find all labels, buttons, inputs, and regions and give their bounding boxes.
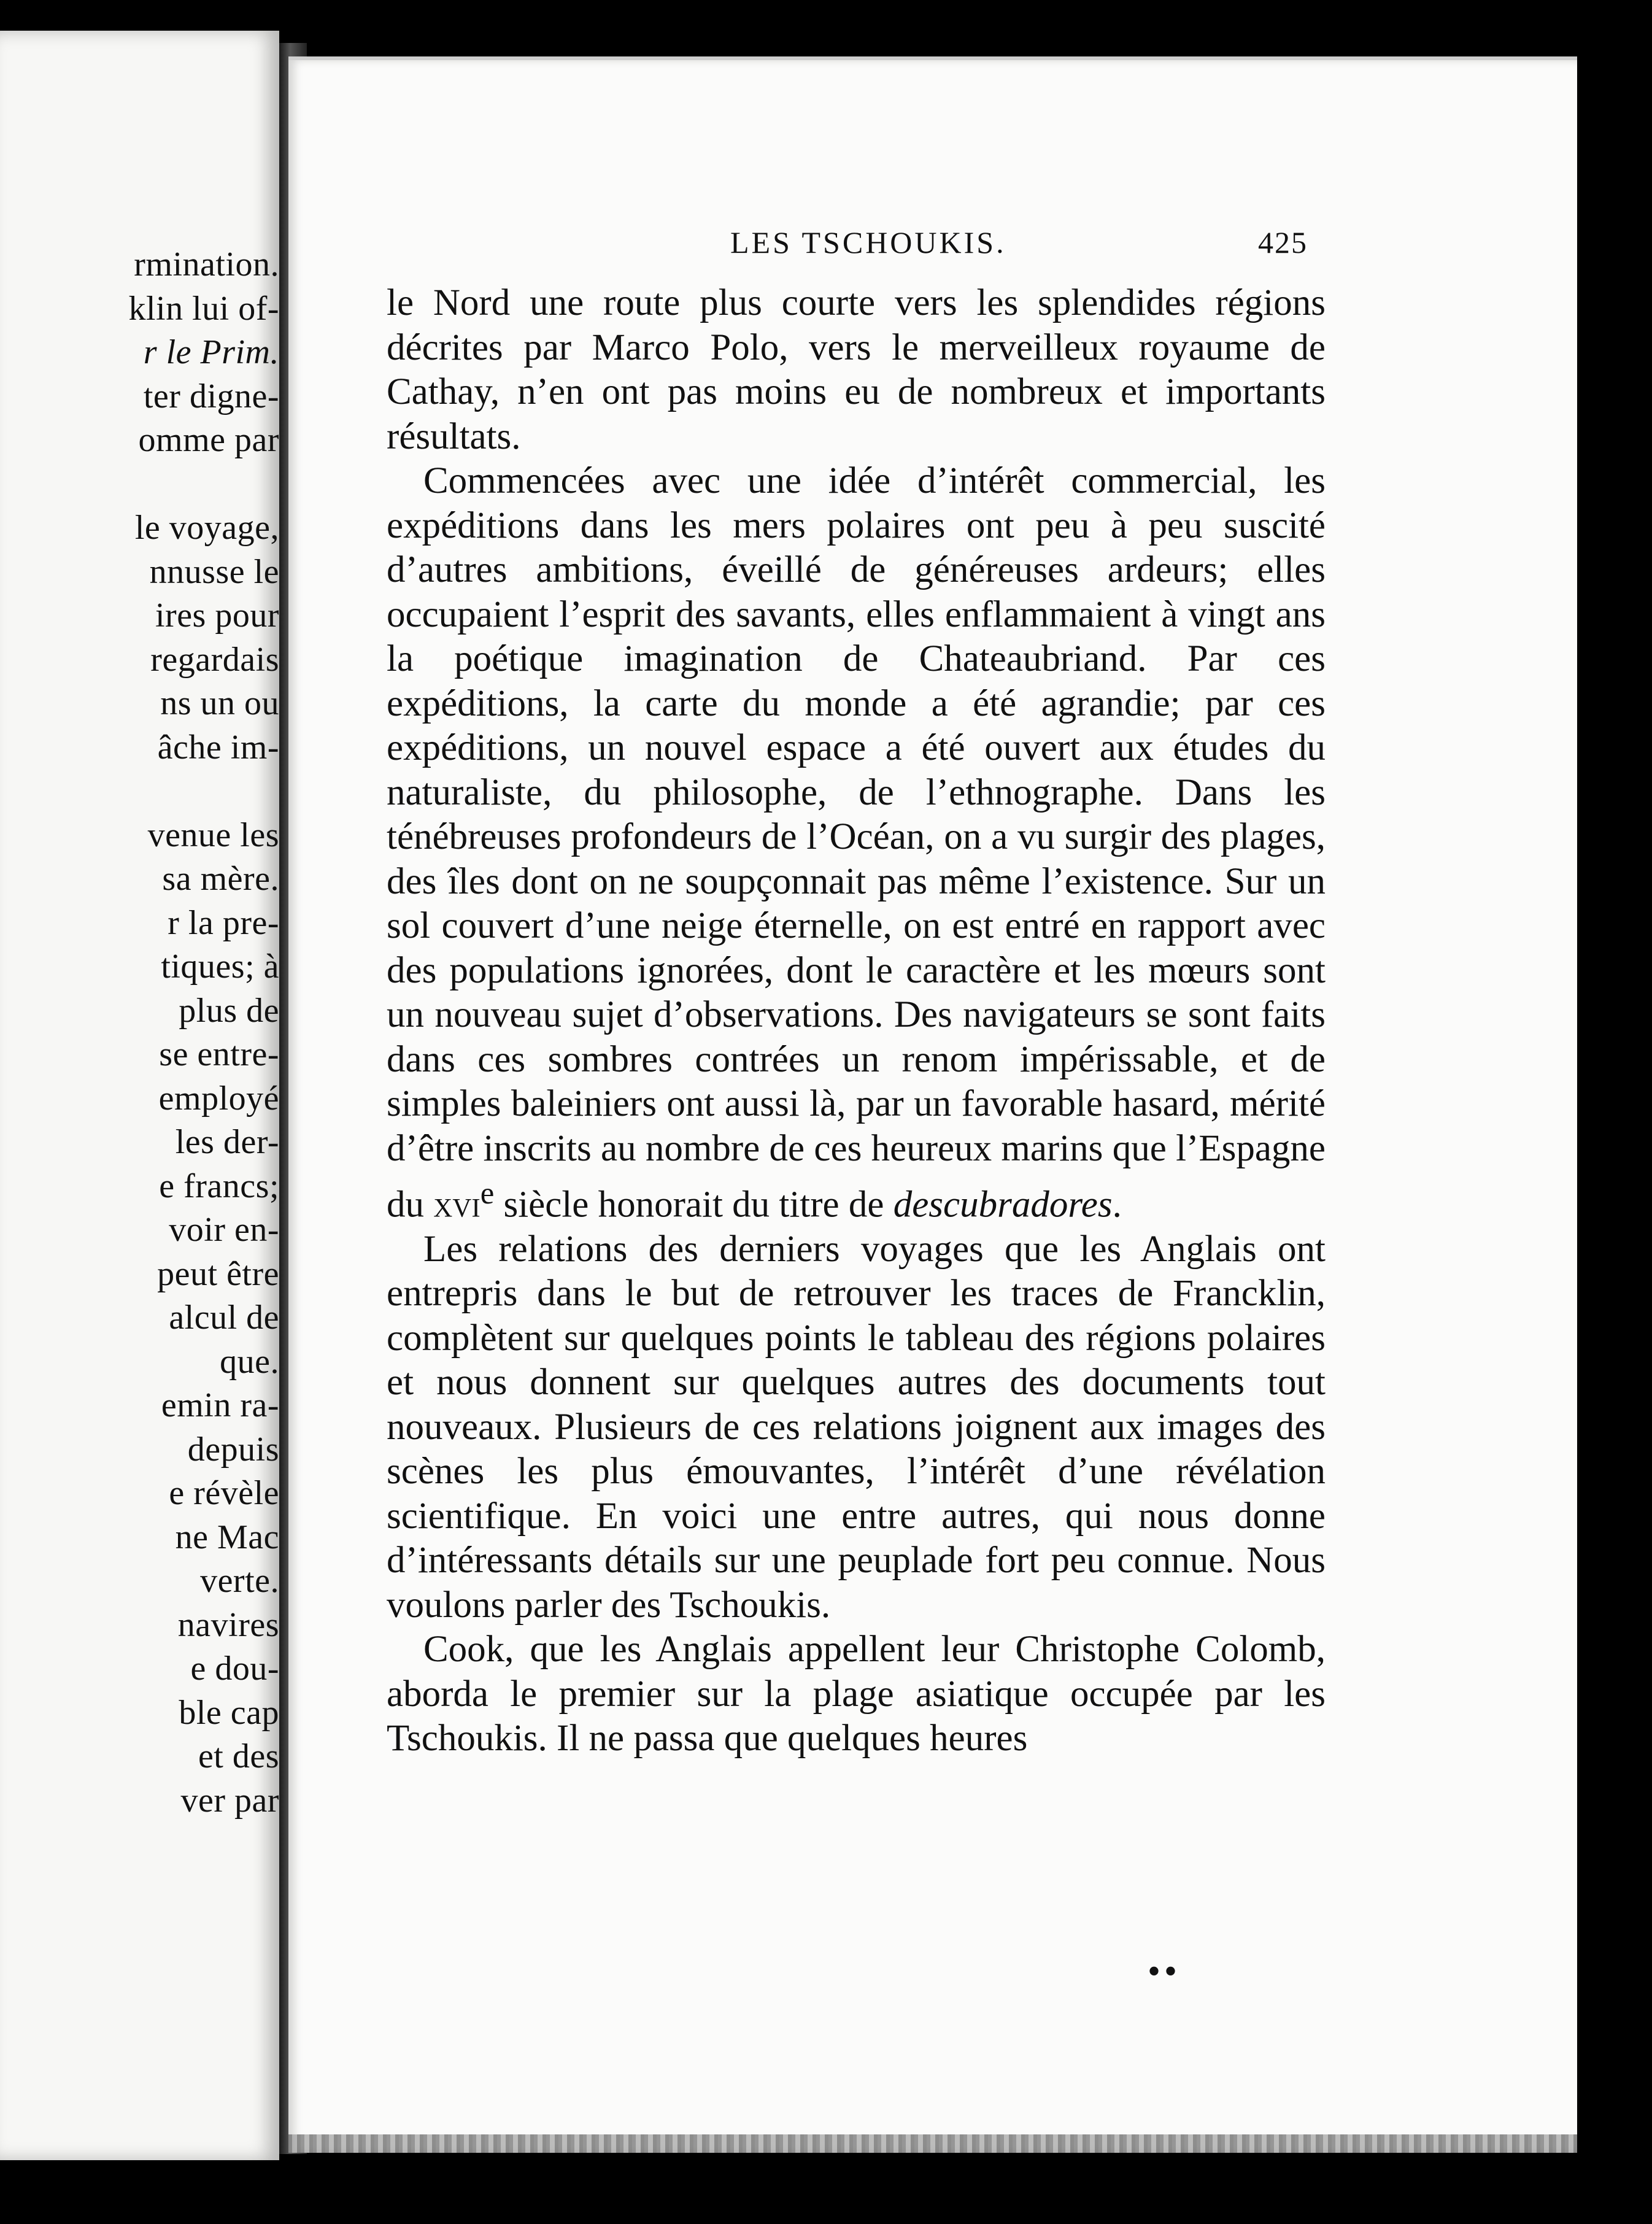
left-page-line: que. <box>220 1342 279 1381</box>
left-page-line: omme par <box>138 421 279 459</box>
left-page-line: regardais <box>150 640 279 679</box>
left-page-line: e francs; <box>159 1167 279 1205</box>
paragraph-2-end: siècle honorait du titre de <box>494 1184 894 1226</box>
paragraph-2-text: Commencées avec une idée d’intérêt commercial, les expéditions dans les mers polaires ont peu à peu suscité d’autres ambitions, éveillé de généreuses ardeurs; elles occupaient l’esprit des savants, elles enflammaient à vingt ans la poétique imagination de Chateaubriand. Par ces expéditions, la carte du monde a été agrandie; par ces expéditions, un nouvel espace a été ouvert aux études du naturaliste, du philosophe, de l’ethnographe. Dans les ténébreuses profondeurs de l’Océan, on a vu surgir des plages, des îles dont on ne soupçonnait pas même l’existence. Sur un sol couvert d’une neige éternelle, on est entré en rapport avec des populations ignorées, dont le caractère et les mœurs sont un nouveau sujet d’observations. Des navigateurs se sont faits dans ces sombres contrées un renom impérissable, et de simples baleiniers ont aussi là, par un favorable hasard, mérité d’être inscrits au nombre de ces heureux marins que l’Espagne du <box>387 460 1326 1226</box>
right-page <box>288 56 1577 2153</box>
century-superscript: e <box>480 1176 495 1210</box>
left-page-line: les der- <box>175 1123 279 1161</box>
left-page-line: venue les <box>147 816 279 854</box>
left-page-line: et des <box>198 1737 279 1775</box>
running-head <box>288 225 1577 274</box>
left-page-line: ne Mac <box>175 1518 279 1556</box>
left-page-line: sa mère. <box>162 860 279 898</box>
left-page-line: klin lui of- <box>128 289 279 328</box>
page-number: 425 <box>1258 225 1308 260</box>
paragraph-2-period: . <box>1112 1184 1122 1226</box>
left-page-line: âche im- <box>157 728 279 766</box>
left-page-line: ble cap <box>179 1693 279 1732</box>
left-page-line: nnusse le <box>149 552 279 591</box>
italic-term: descubradores <box>893 1184 1113 1226</box>
left-page-line: rmination. <box>134 245 279 284</box>
left-page-line: r le Prim. <box>143 333 279 371</box>
left-page-line: se entre- <box>159 1035 279 1073</box>
left-page-fragment <box>0 31 279 2160</box>
left-page-line: voir en- <box>169 1211 279 1249</box>
left-page-line: verte. <box>200 1562 279 1600</box>
century-numeral: xvi <box>433 1184 481 1226</box>
left-page-line: ter digne- <box>143 377 279 415</box>
left-page-line: ns un ou <box>160 684 279 722</box>
left-page-line: e révèle <box>169 1474 279 1512</box>
left-page-line: ver par <box>180 1781 279 1820</box>
signature-mark: •• <box>1148 1951 1181 1991</box>
left-page-line: emin ra- <box>161 1386 279 1424</box>
left-page-line: le voyage, <box>134 509 279 547</box>
paragraph-1: le Nord une route plus courte vers les splendides régions décrites par Marco Polo, vers le merveilleux royaume de Cathay, n’en ont pas moins eu de nombreux et importants résultats. <box>387 282 1326 457</box>
left-page-line: navires <box>177 1605 279 1644</box>
left-page-line: e dou- <box>190 1650 279 1688</box>
left-page-line: employé <box>158 1079 279 1118</box>
running-title: LES TSCHOUKIS. <box>730 225 1006 260</box>
paragraph-2 <box>387 459 1326 1227</box>
left-page-line: plus de <box>179 991 279 1030</box>
left-page-line: r la pre- <box>168 903 279 942</box>
paragraph-3: Les relations des derniers voyages que les Anglais ont entrepris dans le but de retrouver les traces de Francklin, complètent sur quelques points le tableau des régions polaires et nous donnent sur quelques autres des documents tout nouveaux. Plusieurs de ces relations joignent aux images des scènes les plus émouvantes, l’intérêt d’une révélation scientifique. En voici une entre autres, qui nous donne d’intéressants détails sur une peuplade fort peu connue. Nous voulons parler des Tschoukis. <box>387 1228 1326 1626</box>
left-page-line: depuis <box>187 1430 279 1469</box>
left-page-line: tiques; à <box>161 948 279 986</box>
left-page-line: alcul de <box>169 1299 279 1337</box>
left-page-line: peut être <box>157 1254 279 1293</box>
left-page-line: ires pour <box>155 597 279 635</box>
paragraph-4: Cook, que les Anglais appellent leur Christophe Colomb, aborda le premier sur la plage asiatique occupée par les Tschoukis. Il ne passa que quelques heures <box>387 1629 1326 1759</box>
body-text <box>387 281 1326 1761</box>
